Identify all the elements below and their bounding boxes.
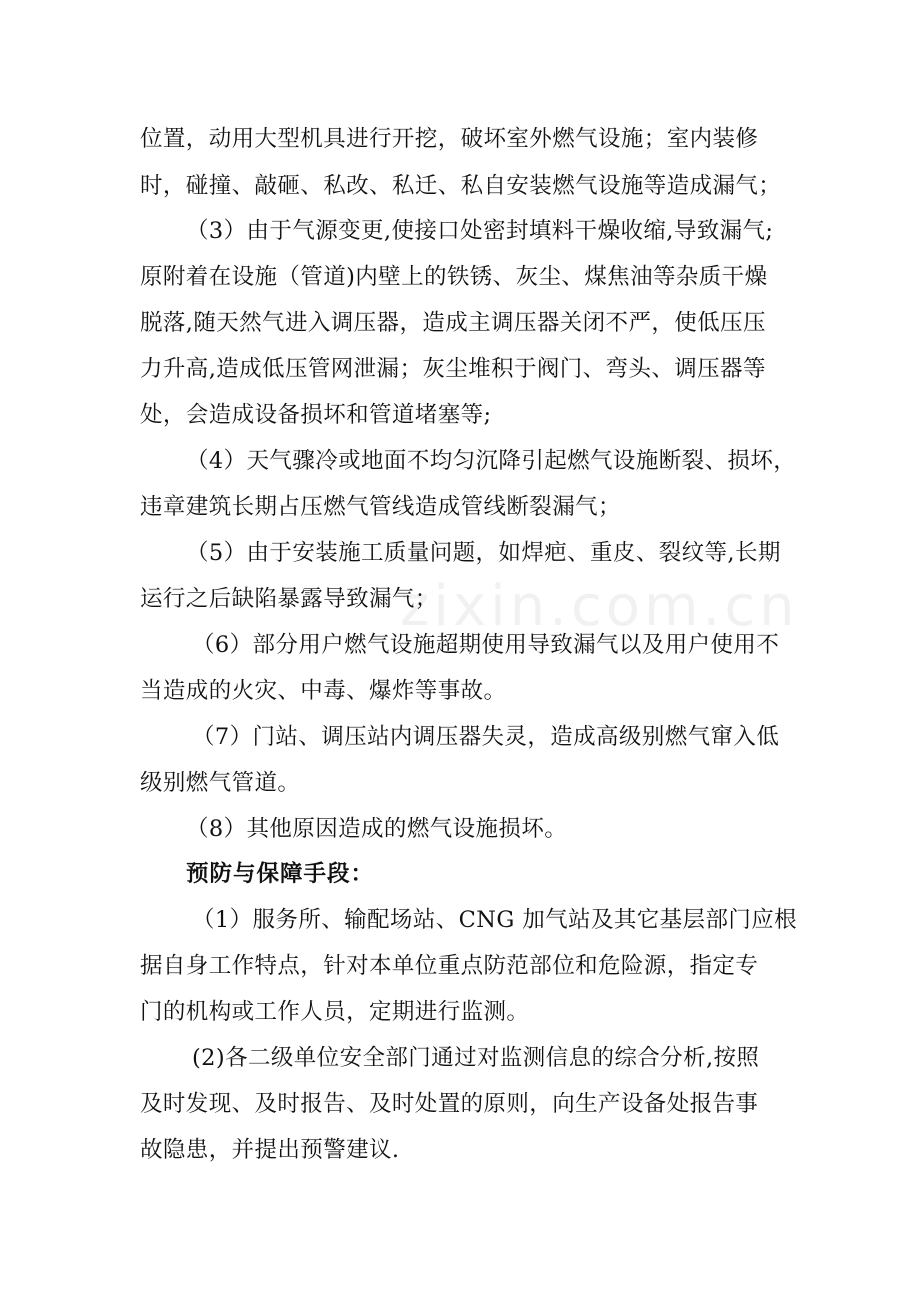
text-line: 原附着在设施（管道)内壁上的铁锈、灰尘、煤焦油等杂质干燥	[140, 264, 768, 290]
text-line: （5）由于安装施工质量问题，如焊疤、重皮、裂纹等,长期	[186, 540, 781, 566]
text-line: （3）由于气源变更,使接口处密封填料干燥收缩,导致漏气;	[186, 218, 774, 244]
text-line: 门的机构或工作人员，定期进行监测。	[140, 999, 530, 1025]
text-line: 时，碰撞、敲砸、私改、私迁、私自安装燃气设施等造成漏气；	[140, 173, 782, 199]
section-heading: 预防与保障手段：	[186, 861, 375, 887]
text-line: （1）服务所、输配场站、CNG 加气站及其它基层部门应根	[192, 907, 798, 933]
text-line: （4）天气骤冷或地面不均匀沉降引起燃气设施断裂、损坏，	[186, 448, 797, 474]
text-line: 当造成的火灾、中毒、爆炸等事故。	[140, 678, 507, 704]
text-line: (2)各二级单位安全部门通过对监测信息的综合分析,按照	[192, 1045, 760, 1071]
text-line: 运行之后缺陷暴露导致漏气；	[140, 586, 438, 612]
text-line: 脱落,随天然气进入调压器，造成主调压器关闭不严，使低压压	[140, 310, 766, 336]
text-line: （6）部分用户燃气设施超期使用导致漏气以及用户使用不	[192, 632, 780, 658]
watermark: zixin.com.cn	[400, 574, 799, 639]
text-line: （7）门站、调压站内调压器失灵，造成高级别燃气窜入低	[192, 724, 780, 750]
text-line: 级别燃气管道。	[140, 770, 301, 796]
text-line: （8）其他原因造成的燃气设施损坏。	[186, 816, 568, 842]
text-line: 处，会造成设备损坏和管道堵塞等;	[140, 402, 492, 428]
text-line: 故隐患，并提出预警建议.	[140, 1137, 400, 1163]
text-line: 据自身工作特点，针对本单位重点防范部位和危险源，指定专	[140, 953, 759, 979]
text-line: 位置，动用大型机具进行开挖，破坏室外燃气设施；室内装修	[140, 126, 759, 152]
text-line: 及时发现、及时报告、及时处置的原则，向生产设备处报告事	[140, 1091, 759, 1117]
text-line: 违章建筑长期占压燃气管线造成管线断裂漏气；	[140, 494, 621, 520]
text-line: 力升高,造成低压管网泄漏；灰尘堆积于阀门、弯头、调压器等	[140, 356, 766, 382]
